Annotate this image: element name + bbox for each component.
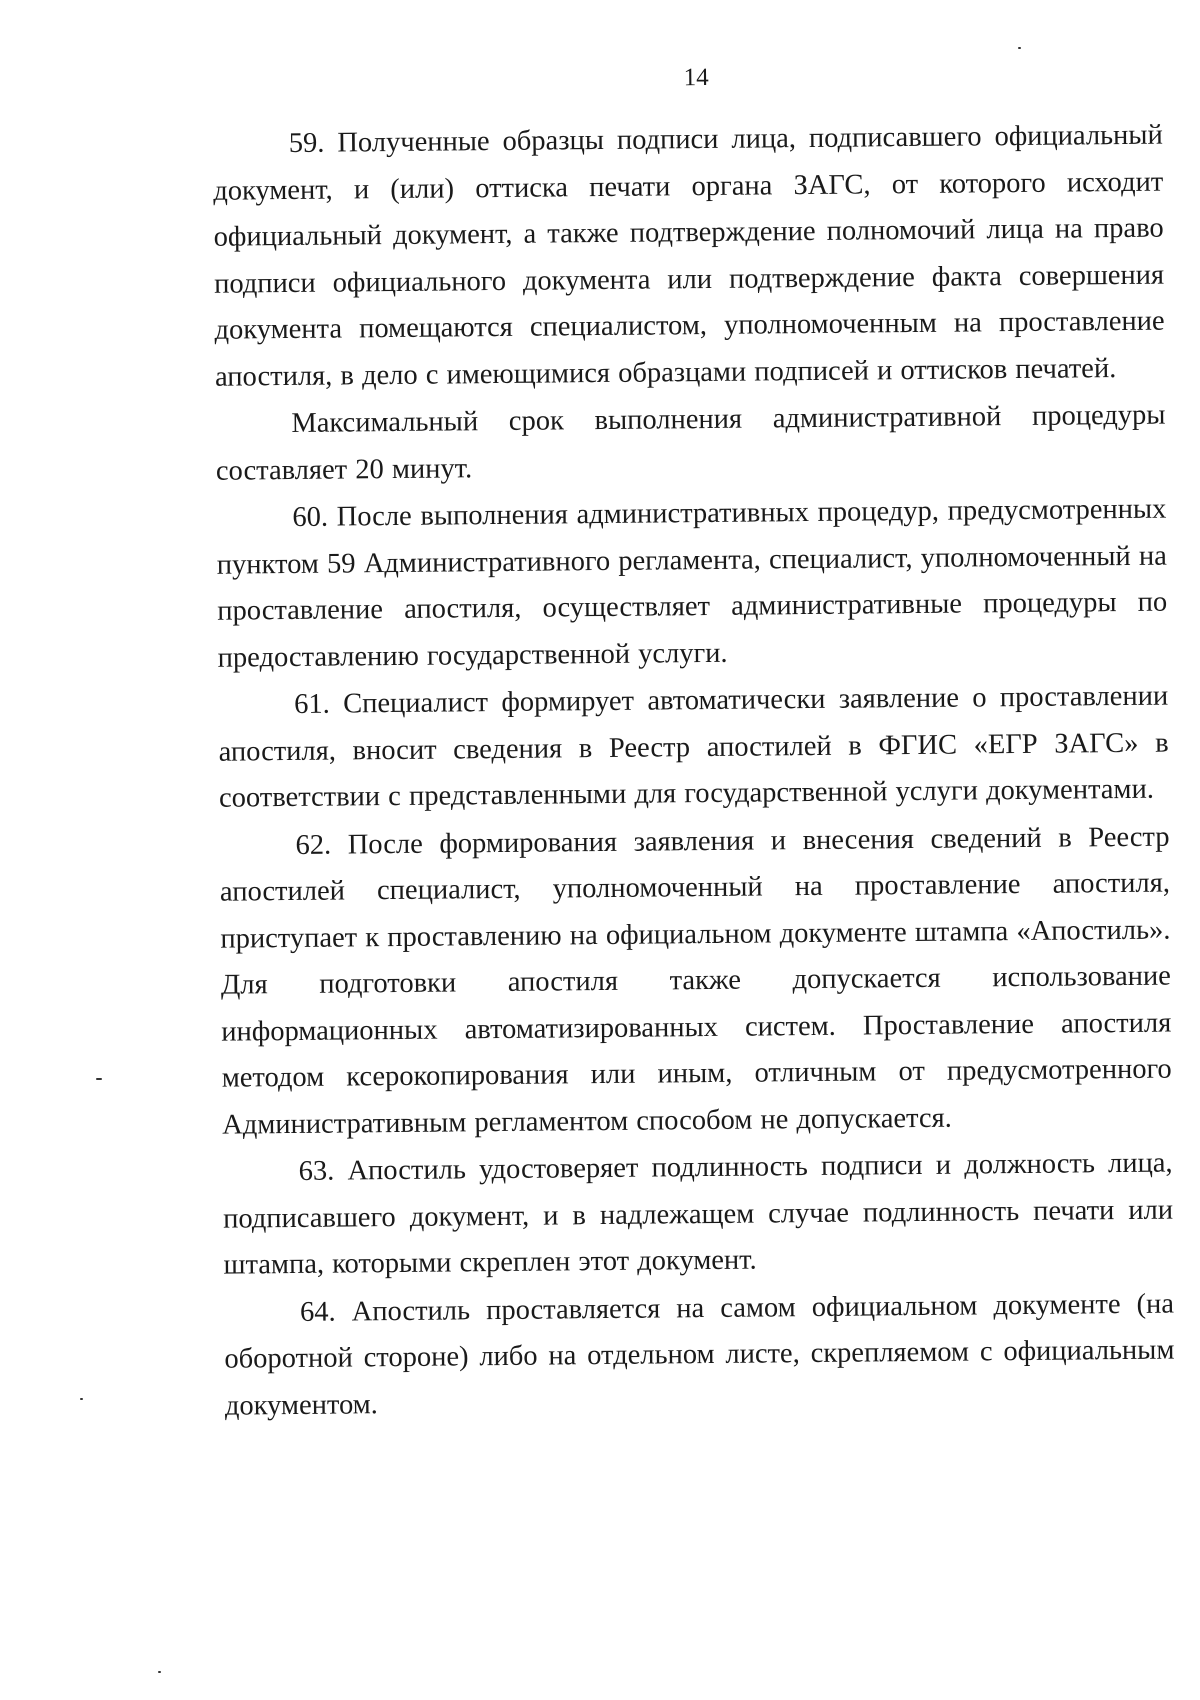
paragraph-64: 64. Апостиль проставляется на самом официальном документе (на оборотной стороне) либо на отдельном листе, скрепляемом с официальным документом.	[224, 1288, 1175, 1422]
scan-speck	[158, 1671, 161, 1673]
scan-speck	[1018, 47, 1021, 49]
document-body	[213, 113, 1176, 1431]
paragraph-60: 60. После выполнения административных процедур, предусмотренных пунктом 59 Административного регламента, специалист, уполномоченный на проставление апостиля, осуществляет административные процедуры по предоставлению государственной услуги.	[216, 493, 1168, 674]
scan-speck	[96, 1078, 102, 1080]
paragraph-63: 63. Апостиль удостоверяет подлинность подписи и должность лица, подписавшего документ, и в надлежащем случае подлинность печати или штампа, которыми скреплен этот документ.	[222, 1147, 1174, 1281]
paragraph-62: 62. После формирования заявления и внесения сведений в Реестр апостилей специалист, уполномоченный на проставление апостиля, приступает к проставлению на официальном документе штампа «Апостиль». Для подготовки апостиля также допускается использование информационных автоматизированных систем. Проставление апостиля методом ксерокопирования или иным, отличным от предусмотренного Административным регламентом способом не допускается.	[219, 821, 1172, 1141]
scan-speck	[80, 1398, 83, 1400]
paragraph-61: 61. Специалист формирует автоматически заявление о проставлении апостиля, вносит сведения в Реестр апостилей в ФГИС «ЕГР ЗАГС» в соответствии с представленными для государственной услуги документами.	[218, 680, 1169, 814]
paragraph-59: 59. Полученные образцы подписи лица, подписавшего официальный документ, и (или) оттиска печати органа ЗАГС, от которого исходит официальный документ, а также подтверждение полномочий лица на право подписи официального документа или подтверждение факта совершения документа помещаются специалистом, уполномоченным на проставление апостиля, в дело с имеющимися образцами подписей и оттисков печатей.	[213, 119, 1165, 393]
page-number: 14	[683, 63, 709, 92]
paragraph-max-time: Максимальный срок выполнения административной процедуры составляет 20 минут.	[215, 399, 1166, 487]
